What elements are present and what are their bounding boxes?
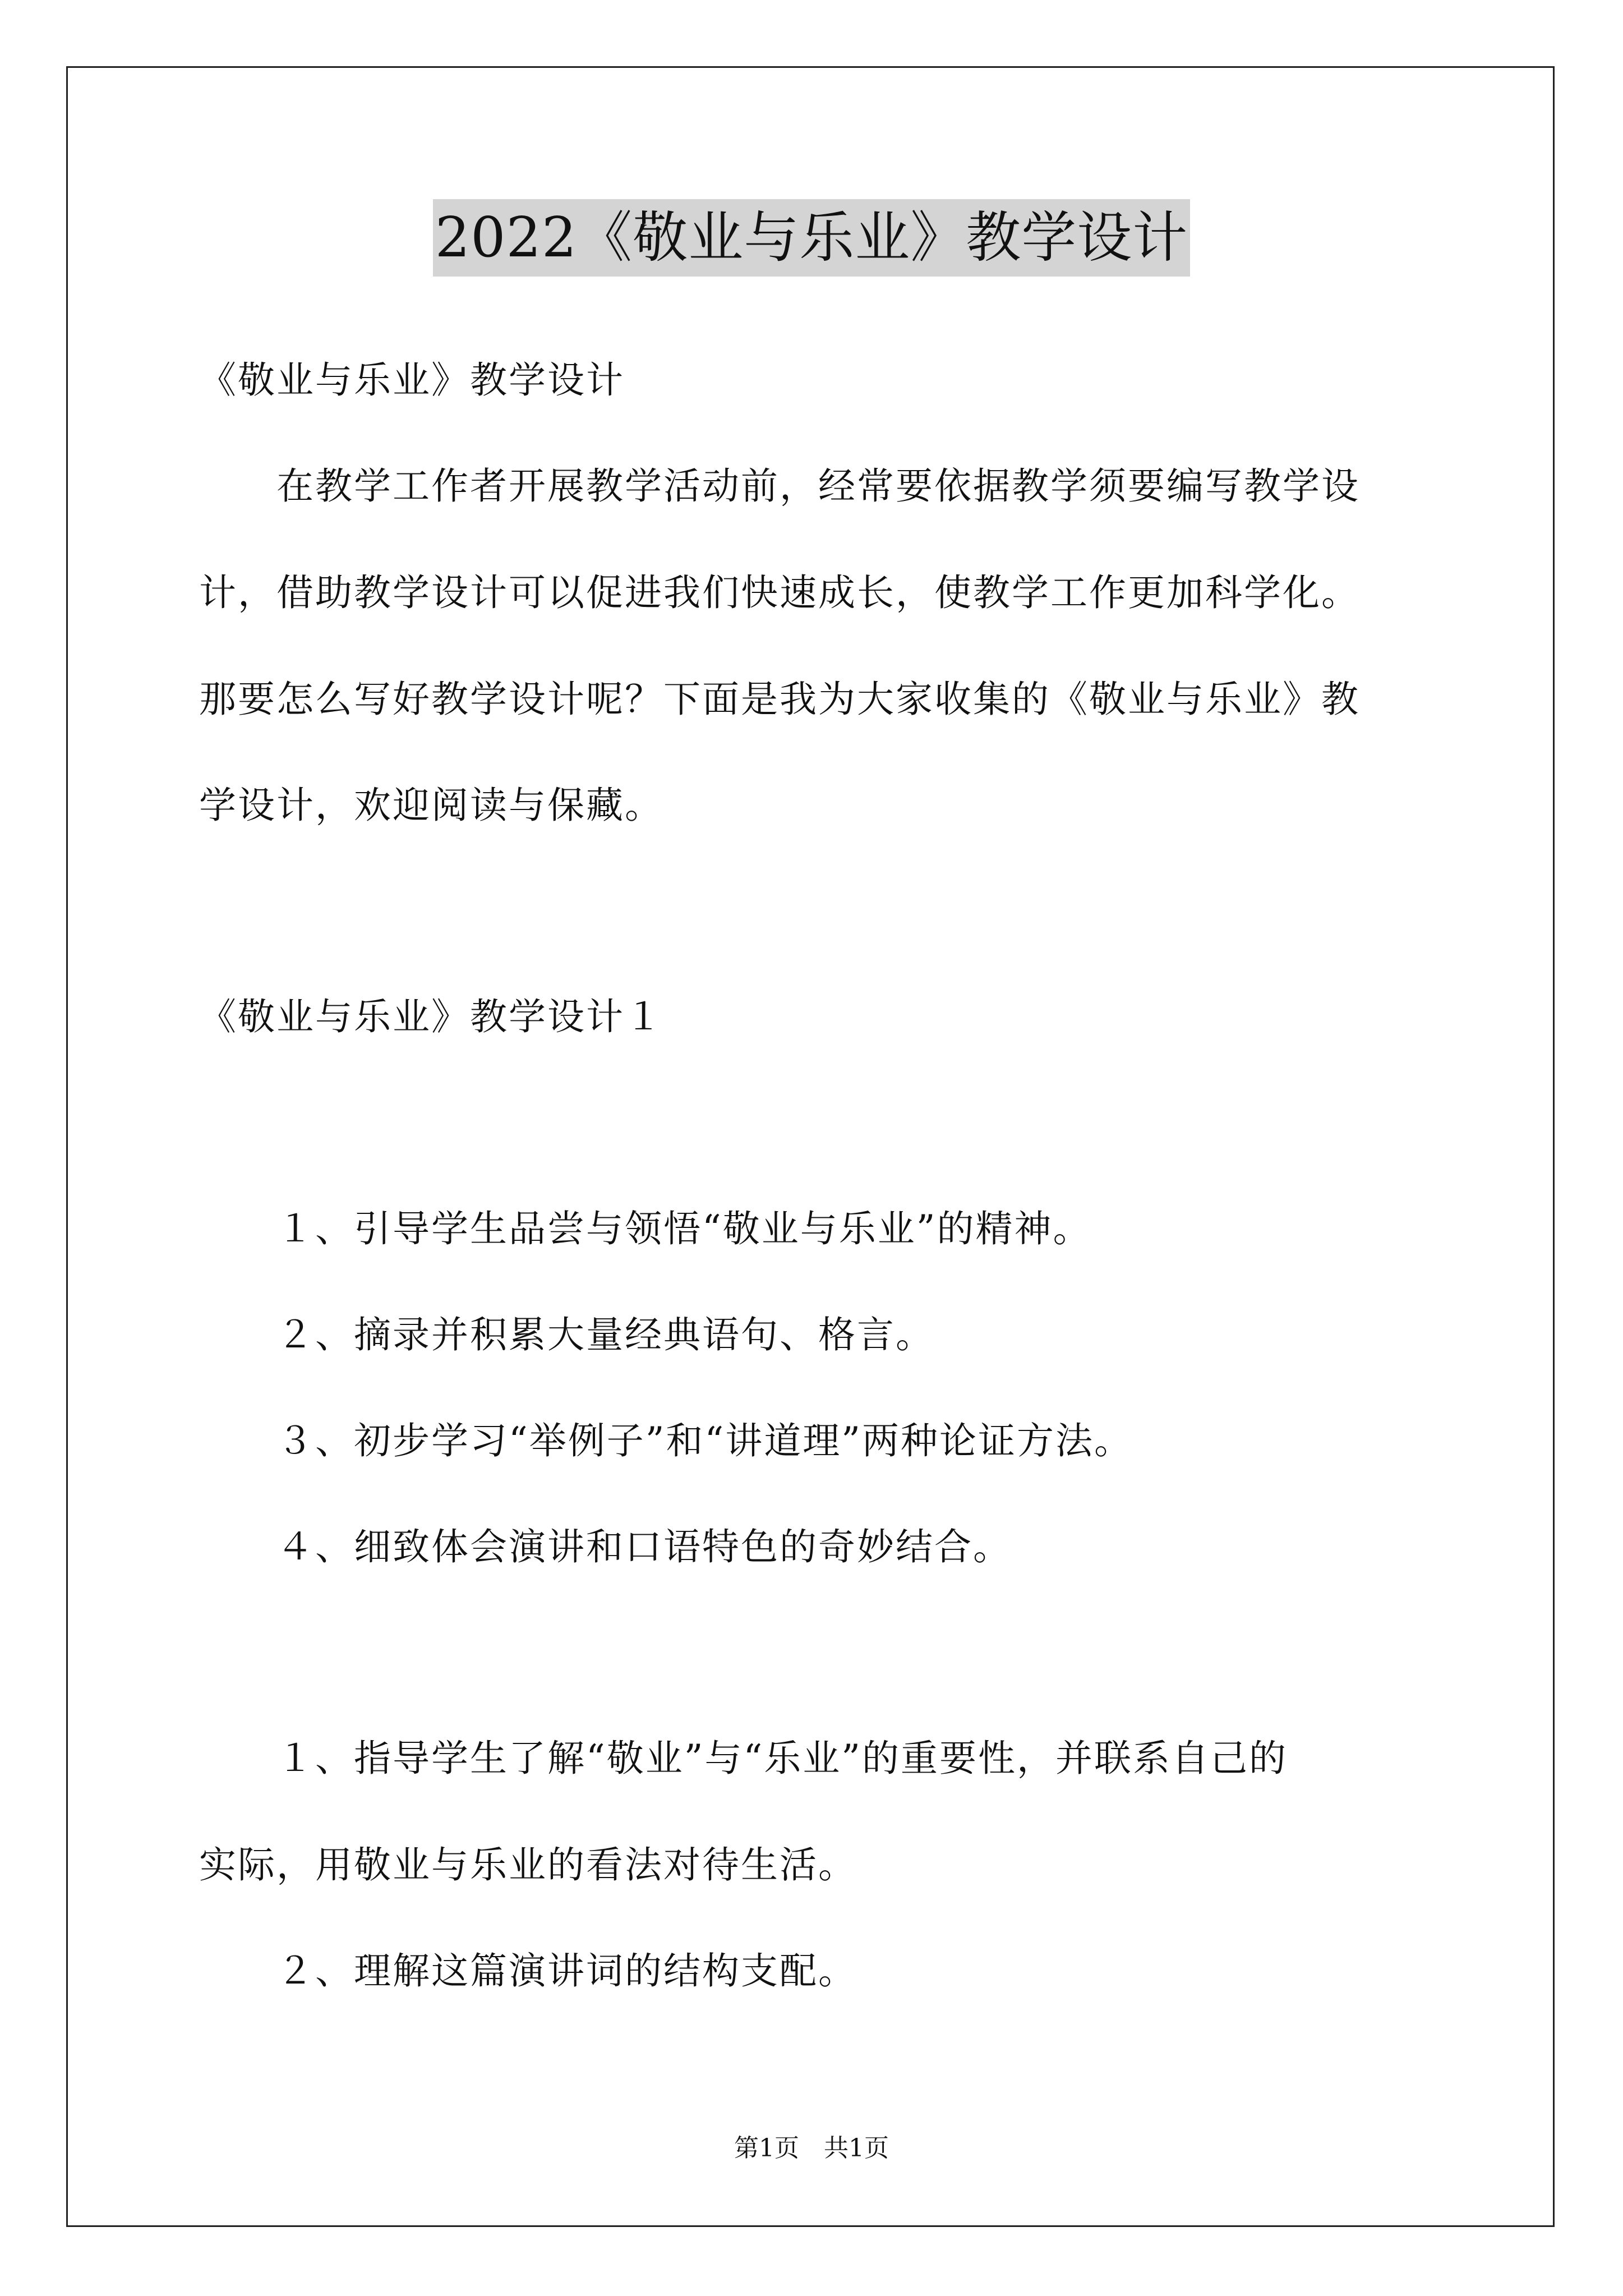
objective-2: ２、摘录并积累大量经典语句、格言。 (199, 1313, 934, 1356)
intro-line-4: 学设计，欢迎阅读与保藏。 (199, 784, 663, 827)
intro-line-1: 在教学工作者开展教学活动前，经常要依据教学须要编写教学设 (199, 464, 1360, 508)
key-point-line-3: ２、理解这篇演讲词的结构支配。 (199, 1949, 857, 1993)
intro-line-2: 计，借助教学设计可以促进我们快速成长，使教学工作更加科学化。 (199, 571, 1360, 614)
document-title-container (0, 199, 1623, 277)
objective-4: ４、细致体会演讲和口语特色的奇妙结合。 (199, 1525, 1012, 1568)
section-heading: 《敬业与乐业》教学设计１ (199, 995, 663, 1038)
key-point-line-1: １、指导学生了解“敬业”与“乐业”的重要性，并联系自己的 (199, 1737, 1288, 1780)
document-subtitle: 《敬业与乐业》教学设计 (199, 358, 625, 402)
objective-1: １、引导学生品尝与领悟“敬业与乐业”的精神。 (199, 1207, 1092, 1250)
objective-3: ３、初步学习“举例子”和“讲道理”两种论证方法。 (199, 1419, 1133, 1462)
key-point-line-2: 实际，用敬业与乐业的看法对待生活。 (199, 1843, 857, 1887)
page-footer: 第1页 共1页 (734, 2134, 889, 2162)
document-title: 2022《敬业与乐业》教学设计 (433, 199, 1190, 277)
intro-line-3: 那要怎么写好教学设计呢？下面是我为大家收集的《敬业与乐业》教 (199, 678, 1360, 721)
